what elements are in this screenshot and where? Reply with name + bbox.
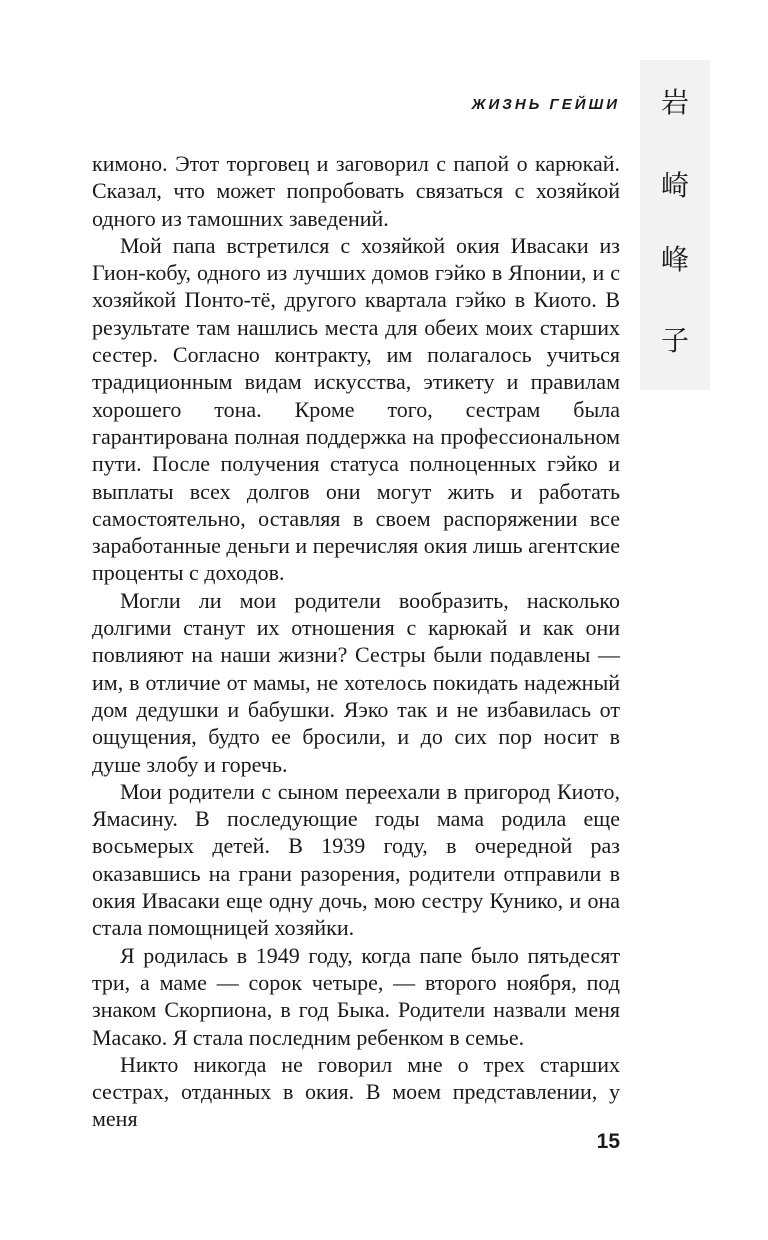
paragraph: Я родилась в 1949 году, когда папе было пятьдесят три, а маме — сорок четыре, — второго ноября, под знаком Скорпиона, в год Быка. Родители назвали меня Масако. Я стала последним ребенком в семье.: [92, 942, 620, 1050]
paragraph: Могли ли мои родители вообразить, насколько долгими станут их отношения с карюкай и как они повлияют на наши жизни? Сестры были подавлены — им, в отличие от мамы, не хотелось покидать надежный дом дедушки и бабушки. Яэко так и не избавилась от ощущения, будто ее бросили, и до сих пор носит в душе злобу и горечь.: [92, 587, 620, 777]
paragraph: Никто никогда не говорил мне о трех старших сестрах, отданных в окия. В моем представлении, у меня: [92, 1051, 620, 1132]
paragraph: кимоно. Этот торговец и заговорил с папой о карюкай. Сказал, что может попробовать связаться с хозяйкой одного из тамошних заведений.: [92, 151, 620, 231]
page-number: 15: [596, 1130, 620, 1153]
paragraph: Мой папа встретился с хозяйкой окия Ивасаки из Гион-кобу, одного из лучших домов гэйко в Японии, и с хозяйкой Понто-тё, другого квартала гэйко в Киото. В результате там нашлись места для обеих моих старших сестер. Согласно контракту, им полагалось учиться традиционным видам искусства, этикету и правилам хорошего тона. Кроме того, сестрам была гарантирована полная поддержка на профессиональном пути. После получения статуса полноценных гэйко и выплаты всех долгов они могут жить и работать самостоятельно, оставляя в своем распоряжении все заработанные деньги и перечисляя окия лишь агентские проценты с доходов.: [92, 232, 620, 586]
author-kanji: 子: [660, 324, 689, 357]
author-kanji: 峰: [660, 243, 689, 276]
running-title: ЖИЗНЬ ГЕЙШИ: [471, 96, 620, 113]
page-body: [92, 150, 620, 1133]
paragraph: Мои родители с сыном переехали в пригород Киото, Ямасину. В последующие годы мама родила еще восьмерых детей. В 1939 году, в очередной раз оказавшись на грани разорения, родители отправили в окия Ивасаки еще одну дочь, мою сестру Кунико, и она стала помощницей хозяйки.: [92, 778, 620, 941]
author-name-strip: [640, 60, 710, 390]
author-kanji: 崎: [660, 169, 689, 202]
author-kanji: 岩: [660, 86, 689, 119]
